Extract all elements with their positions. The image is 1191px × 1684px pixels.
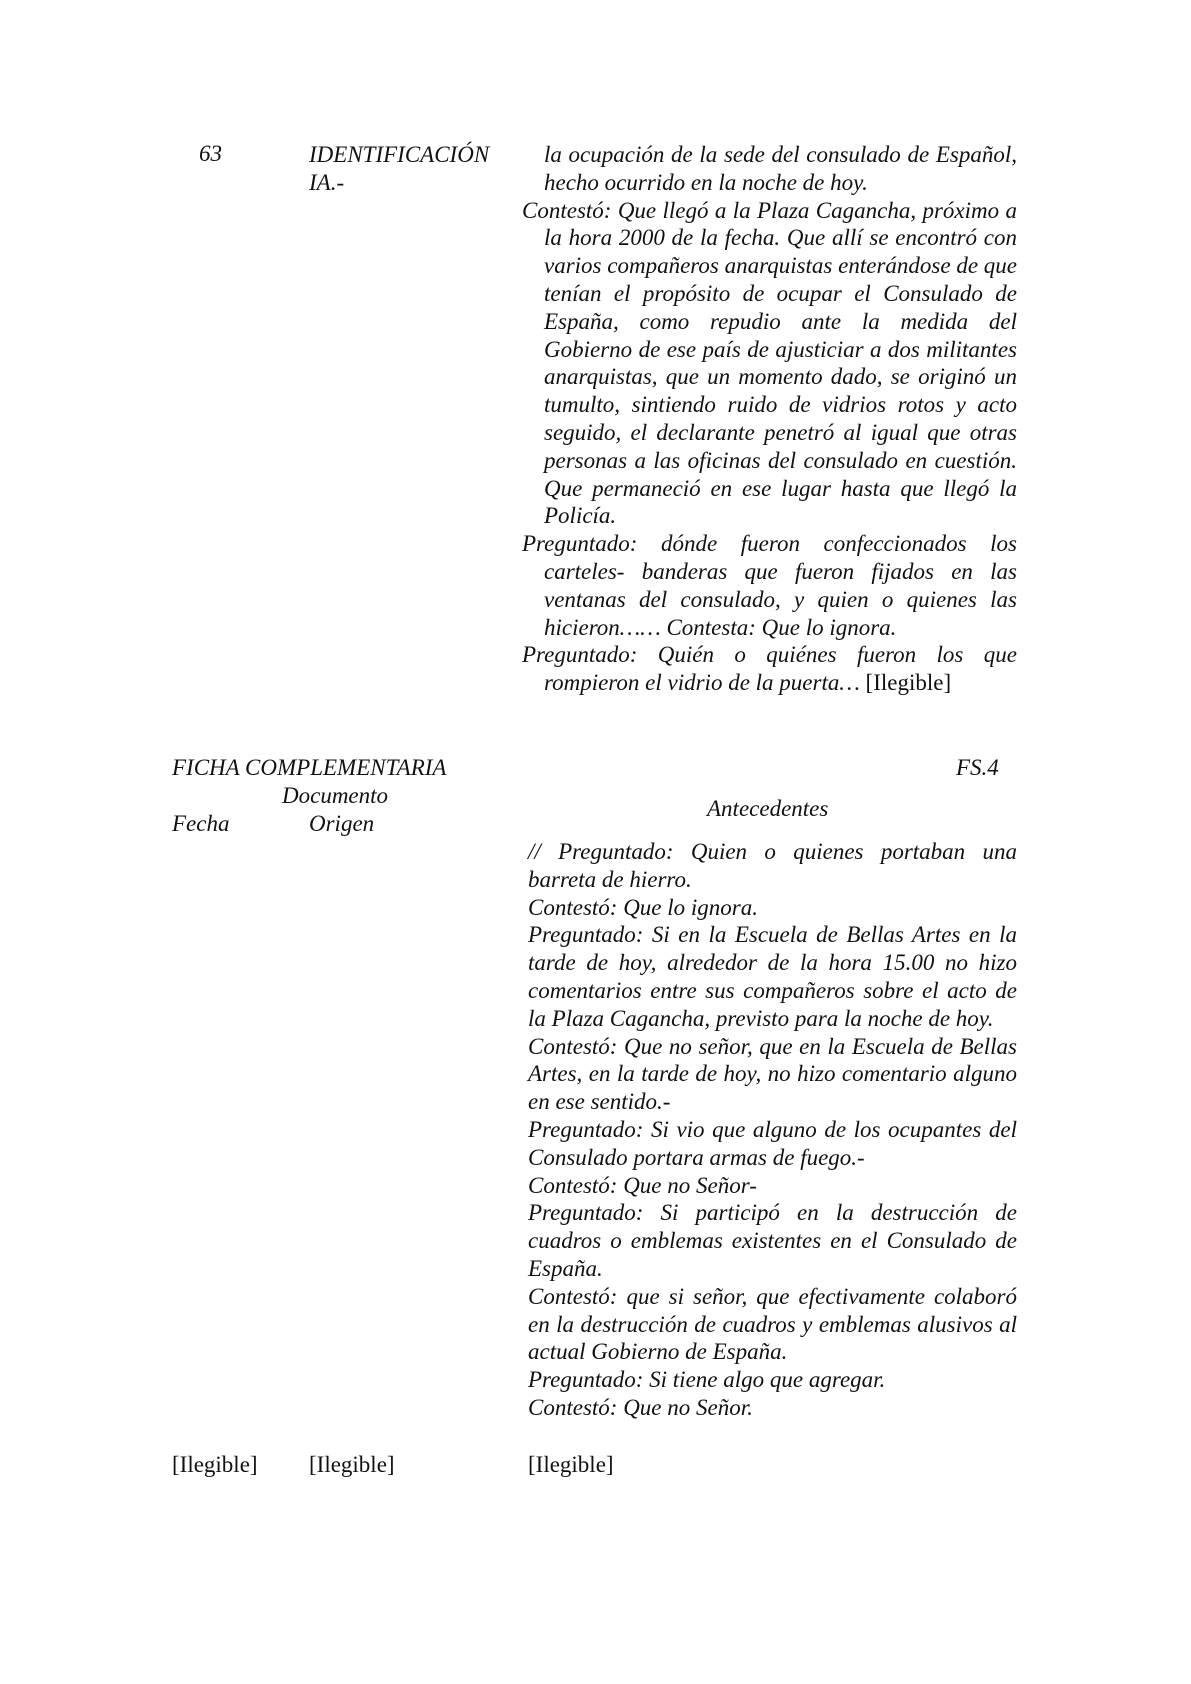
antecedent-line: Contestó: Que no Señor. [528, 1394, 753, 1420]
record-type [309, 141, 489, 197]
antecedent-line: Preguntado: Si en la Escuela de Bellas Artes en la tarde de hoy, alrededor de la hora 15.00 no hizo comentarios entre sus compañeros sobre el acto de la Plaza Cagancha, previsto para la noche de hoy. [528, 922, 1017, 1031]
antecedent-line: Contestó: Que no señor, que en la Escuela de Bellas Artes, en la tarde de hoy, no hizo comentario alguno en ese sentido.- [528, 1033, 1017, 1115]
folio-number: FS.4 [956, 755, 999, 780]
record-type-line1: IDENTIFICACIÓN [309, 142, 490, 167]
sheet-title: FICHA COMPLEMENTARIA [172, 755, 447, 780]
record-text [522, 141, 1017, 697]
record-number: 63 [199, 141, 222, 166]
antecedent-line: // Preguntado: Quien o quienes portaban una barreta de hierro. [528, 839, 1017, 892]
column-header-origin: Origen [309, 811, 375, 836]
record-paragraph: la ocupación de la sede del consulado de Español, hecho ocurrido en la noche de hoy. [544, 142, 1017, 195]
antecedent-line: Contestó: que si señor, que efectivamente colaboró en la destrucción de cuadros y emblemas alusivos al actual Gobierno de España. [528, 1283, 1017, 1365]
record-paragraph: Contestó: Que llegó a la Plaza Cagancha, próximo a la hora 2000 de la fecha. Que allí se encontró con varios compañeros anarquistas enterándose de que tenían el propósito de ocupar el Consulado de España, como repudio ante la medida del Gobierno de ese país de ajusticiar a dos militantes anarquistas, que un momento dado, se originó un tumulto, sintiendo ruido de vidrios rotos y acto seguido, el declarante penetró al igual que otras personas a las oficinas del consulado en cuestión. Que permaneció en ese lugar hasta que llegó la Policía. [522, 197, 1017, 529]
antecedent-line: Preguntado: Si vio que alguno de los ocupantes del Consulado portara armas de fuego.- [528, 1116, 1017, 1170]
antecedent-line: Contestó: Que lo ignora. [528, 894, 758, 920]
antecedent-line: Preguntado: Si tiene algo que agregar. [528, 1367, 886, 1393]
antecedent-line: Contestó: Que no Señor- [528, 1172, 757, 1198]
footer-antecedents-illegible: [Ilegible] [528, 1452, 614, 1477]
column-header-document: Documento [282, 783, 389, 808]
column-header-date: Fecha [172, 811, 230, 836]
record-type-line2: IA.- [309, 170, 345, 195]
footer-origin-illegible: [Ilegible] [309, 1452, 395, 1477]
record-paragraph-last [522, 641, 1017, 697]
record-paragraph: Preguntado: dónde fueron confeccionados los carteles- banderas que fueron fijados en las ventanas del consulado, y quien o quienes las hicieron…… Contesta: Que lo ignora. [522, 531, 1017, 640]
footer-date-illegible: [Ilegible] [172, 1452, 258, 1477]
illegible-note: [Ilegible] [865, 670, 952, 696]
record-last-question: Preguntado: Quién o quiénes fueron los que rompieron el vidrio de la puerta… [522, 642, 1017, 696]
antecedents-text [528, 838, 1017, 1422]
column-header-antecedents: Antecedentes [707, 796, 829, 821]
antecedent-line: Preguntado: Si participó en la destrucción de cuadros o emblemas existentes en el Consulado de España. [528, 1200, 1017, 1281]
